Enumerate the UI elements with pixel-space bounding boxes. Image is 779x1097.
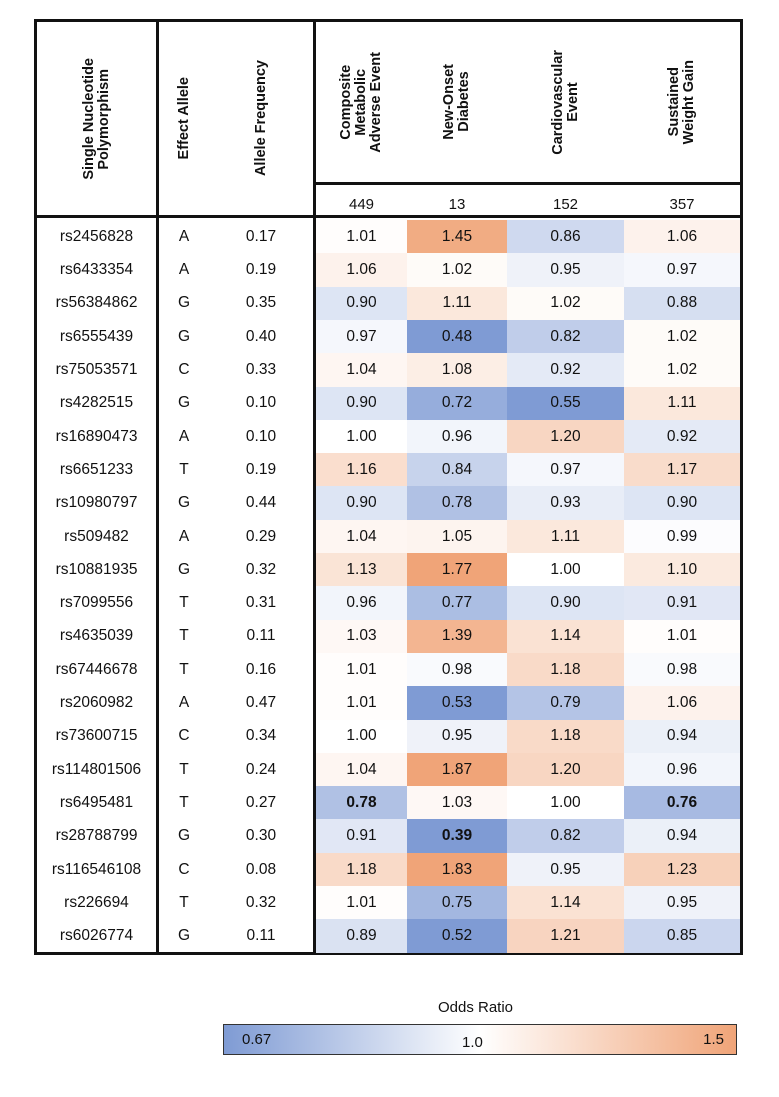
effect-allele-cell: T [179, 760, 189, 778]
snp-id-cell: rs2456828 [59, 227, 134, 245]
effect-allele-cell: A [178, 527, 190, 545]
odds-ratio-cell: 0.84 [407, 453, 507, 487]
odds-ratio-cell: 1.03 [316, 620, 407, 654]
effect-allele-cell: A [178, 227, 190, 245]
odds-ratio-cell: 1.87 [407, 753, 507, 787]
odds-ratio-cell: 1.02 [624, 320, 740, 354]
odds-ratio-cell: 1.39 [407, 620, 507, 654]
allele-frequency-cell: 0.32 [245, 560, 277, 578]
odds-ratio-cell: 0.93 [507, 486, 624, 520]
odds-ratio-cell: 0.99 [624, 520, 740, 554]
header-weight-gain [624, 22, 740, 182]
allele-frequency-cell: 0.19 [245, 460, 277, 478]
odds-ratio-cell: 0.95 [507, 853, 624, 887]
odds-ratio-cell: 1.13 [316, 553, 407, 587]
odds-ratio-cell: 0.95 [407, 720, 507, 754]
header-weight-gain-label: Sustained Weight Gain [666, 59, 697, 145]
allele-frequency-cell: 0.08 [245, 860, 277, 878]
odds-ratio-cell: 0.98 [624, 653, 740, 687]
odds-ratio-cell: 0.90 [507, 586, 624, 620]
odds-ratio-cell: 0.48 [407, 320, 507, 354]
count-cardiovascular: 152 [552, 195, 579, 213]
odds-ratio-cell: 0.77 [407, 586, 507, 620]
odds-ratio-cell: 0.94 [624, 720, 740, 754]
odds-ratio-cell: 0.72 [407, 387, 507, 421]
odds-ratio-table [34, 19, 743, 955]
odds-ratio-cell: 1.05 [407, 520, 507, 554]
odds-ratio-cell: 1.06 [624, 220, 740, 254]
header-effect-allele-label: Effect Allele [175, 77, 192, 160]
odds-ratio-cell: 0.97 [624, 253, 740, 287]
count-composite: 449 [348, 195, 375, 213]
odds-ratio-cell: 1.03 [407, 786, 507, 820]
odds-ratio-cell: 1.04 [316, 520, 407, 554]
odds-ratio-cell: 0.53 [407, 686, 507, 720]
allele-frequency-cell: 0.17 [245, 227, 277, 245]
effect-allele-cell: A [178, 694, 190, 712]
odds-ratio-cell: 1.23 [624, 853, 740, 887]
effect-allele-cell: T [179, 893, 189, 911]
odds-ratio-cell: 1.16 [316, 453, 407, 487]
odds-ratio-cell: 0.39 [407, 819, 507, 853]
odds-ratio-cell: 1.18 [507, 720, 624, 754]
odds-ratio-cell: 1.06 [624, 686, 740, 720]
odds-ratio-cell: 1.18 [316, 853, 407, 887]
snp-id-cell: rs4635039 [59, 627, 134, 645]
legend-min-label: 0.67 [242, 1031, 272, 1048]
allele-frequency-cell: 0.30 [245, 827, 277, 845]
allele-frequency-cell: 0.10 [245, 427, 277, 445]
effect-allele-cell: C [178, 727, 190, 745]
odds-ratio-cell: 1.20 [507, 753, 624, 787]
snp-id-cell: rs6433354 [59, 261, 134, 279]
odds-ratio-cell: 1.10 [624, 553, 740, 587]
header-snp-label: Single Nucleotide Polymorphism [80, 57, 112, 180]
odds-ratio-cell: 0.79 [507, 686, 624, 720]
effect-allele-cell: C [178, 860, 190, 878]
effect-allele-cell: G [177, 560, 191, 578]
allele-frequency-cell: 0.24 [245, 760, 277, 778]
odds-ratio-cell: 1.02 [507, 287, 624, 321]
odds-ratio-cell: 0.78 [316, 786, 407, 820]
snp-id-cell: rs7099556 [59, 594, 134, 612]
odds-ratio-cell: 0.89 [316, 919, 407, 953]
odds-ratio-cell: 0.82 [507, 819, 624, 853]
snp-id-cell: rs56384862 [55, 294, 138, 312]
allele-frequency-cell: 0.32 [245, 893, 277, 911]
odds-ratio-cell: 0.85 [624, 919, 740, 953]
odds-ratio-cell: 1.06 [316, 253, 407, 287]
odds-ratio-cell: 1.00 [316, 720, 407, 754]
allele-frequency-cell: 0.35 [245, 294, 277, 312]
odds-ratio-cell: 1.20 [507, 420, 624, 454]
odds-ratio-cell: 0.94 [624, 819, 740, 853]
header-diabetes [407, 22, 507, 182]
header-cardiovascular-label: Cardiovascular Event [549, 49, 581, 155]
odds-ratio-cell: 0.90 [316, 387, 407, 421]
effect-allele-cell: T [179, 627, 189, 645]
header-allele-frequency-label: Allele Frequency [252, 60, 269, 177]
odds-ratio-cell: 0.75 [407, 886, 507, 920]
odds-ratio-cell: 1.04 [316, 753, 407, 787]
effect-allele-cell: G [177, 827, 191, 845]
odds-ratio-cell: 1.17 [624, 453, 740, 487]
odds-ratio-cell: 0.96 [407, 420, 507, 454]
snp-id-cell: rs16890473 [55, 427, 138, 445]
header-allele-frequency [209, 22, 313, 215]
odds-ratio-cell: 1.00 [507, 553, 624, 587]
effect-allele-cell: A [178, 427, 190, 445]
header-cardiovascular [507, 22, 624, 182]
odds-ratio-cell: 0.82 [507, 320, 624, 354]
odds-ratio-cell: 0.97 [507, 453, 624, 487]
allele-frequency-cell: 0.47 [245, 694, 277, 712]
allele-frequency-cell: 0.40 [245, 327, 277, 345]
odds-ratio-cell: 1.11 [624, 387, 740, 421]
odds-ratio-cell: 0.95 [624, 886, 740, 920]
odds-ratio-cell: 0.88 [624, 287, 740, 321]
snp-id-cell: rs28788799 [55, 827, 138, 845]
snp-id-cell: rs67446678 [55, 660, 138, 678]
odds-ratio-cell: 1.08 [407, 353, 507, 387]
snp-id-cell: rs75053571 [55, 361, 138, 379]
header-composite [316, 22, 407, 182]
header-diabetes-label: New-Onset Diabetes [441, 64, 472, 140]
snp-id-cell: rs73600715 [55, 727, 138, 745]
effect-allele-cell: T [179, 460, 189, 478]
snp-id-cell: rs2060982 [59, 694, 134, 712]
snp-id-cell: rs226694 [64, 893, 129, 911]
snp-id-cell: rs10980797 [55, 494, 138, 512]
odds-ratio-cell: 0.90 [316, 287, 407, 321]
color-scale-legend [223, 1024, 737, 1055]
odds-ratio-cell: 1.21 [507, 919, 624, 953]
odds-ratio-cell: 1.01 [624, 620, 740, 654]
odds-ratio-cell: 1.00 [507, 786, 624, 820]
odds-ratio-cell: 0.97 [316, 320, 407, 354]
snp-id-cell: rs6026774 [59, 927, 134, 945]
odds-ratio-cell: 0.90 [316, 486, 407, 520]
allele-frequency-cell: 0.11 [246, 627, 276, 645]
effect-allele-cell: G [177, 394, 191, 412]
snp-id-cell: rs6555439 [59, 327, 134, 345]
odds-ratio-cell: 1.00 [316, 420, 407, 454]
odds-ratio-cell: 1.02 [407, 253, 507, 287]
odds-ratio-cell: 0.90 [624, 486, 740, 520]
odds-ratio-cell: 1.01 [316, 653, 407, 687]
odds-ratio-cell: 0.86 [507, 220, 624, 254]
odds-ratio-cell: 1.04 [316, 353, 407, 387]
effect-allele-cell: G [177, 327, 191, 345]
allele-frequency-cell: 0.34 [245, 727, 277, 745]
allele-frequency-cell: 0.27 [245, 793, 277, 811]
snp-id-cell: rs509482 [64, 527, 129, 545]
odds-ratio-cell: 0.52 [407, 919, 507, 953]
odds-ratio-cell: 1.11 [407, 287, 507, 321]
odds-ratio-cell: 1.02 [624, 353, 740, 387]
odds-ratio-cell: 1.45 [407, 220, 507, 254]
odds-ratio-cell: 0.76 [624, 786, 740, 820]
effect-allele-cell: T [179, 594, 189, 612]
odds-ratio-cell: 1.01 [316, 220, 407, 254]
legend-title: Odds Ratio [437, 999, 514, 1016]
snp-id-cell: rs116546108 [51, 860, 142, 878]
header-divider [313, 182, 740, 185]
header-snp [37, 22, 156, 215]
effect-allele-cell: G [177, 494, 191, 512]
odds-ratio-cell: 1.14 [507, 620, 624, 654]
odds-ratio-cell: 0.55 [507, 387, 624, 421]
odds-ratio-cell: 1.18 [507, 653, 624, 687]
odds-ratio-cell: 1.14 [507, 886, 624, 920]
odds-ratio-cell: 0.96 [624, 753, 740, 787]
legend-max-label: 1.5 [703, 1031, 724, 1048]
snp-id-cell: rs10881935 [55, 560, 138, 578]
effect-allele-cell: A [178, 261, 190, 279]
allele-frequency-cell: 0.11 [246, 927, 276, 945]
snp-id-cell: rs6495481 [59, 793, 134, 811]
snp-id-cell: rs114801506 [51, 760, 142, 778]
odds-ratio-cell: 1.77 [407, 553, 507, 587]
allele-frequency-cell: 0.29 [245, 527, 277, 545]
allele-frequency-cell: 0.33 [245, 361, 277, 379]
effect-allele-cell: G [177, 294, 191, 312]
odds-ratio-cell: 0.91 [624, 586, 740, 620]
odds-ratio-cell: 1.01 [316, 686, 407, 720]
allele-frequency-cell: 0.31 [245, 594, 277, 612]
allele-frequency-cell: 0.10 [245, 394, 277, 412]
odds-ratio-cell: 0.92 [507, 353, 624, 387]
effect-allele-cell: T [179, 793, 189, 811]
allele-frequency-cell: 0.19 [245, 261, 277, 279]
odds-ratio-cell: 1.83 [407, 853, 507, 887]
odds-ratio-cell: 1.01 [316, 886, 407, 920]
effect-allele-cell: T [179, 660, 189, 678]
odds-ratio-cell: 0.91 [316, 819, 407, 853]
allele-frequency-cell: 0.44 [245, 494, 277, 512]
odds-ratio-cell: 1.11 [507, 520, 624, 554]
header-composite-label: Composite Metabolic Adverse Event [338, 51, 384, 153]
header-effect-allele [159, 22, 209, 215]
odds-ratio-cell: 0.95 [507, 253, 624, 287]
odds-ratio-cell: 0.96 [316, 586, 407, 620]
odds-ratio-cell: 0.92 [624, 420, 740, 454]
effect-allele-cell: C [178, 361, 190, 379]
odds-ratio-cell: 0.78 [407, 486, 507, 520]
count-diabetes: 13 [448, 195, 466, 213]
legend-mid-label: 1.0 [462, 1034, 483, 1051]
snp-id-cell: rs6651233 [59, 460, 134, 478]
snp-id-cell: rs4282515 [59, 394, 134, 412]
count-weight-gain: 357 [669, 195, 695, 213]
odds-ratio-cell: 0.98 [407, 653, 507, 687]
effect-allele-cell: G [177, 927, 191, 945]
allele-frequency-cell: 0.16 [245, 660, 277, 678]
